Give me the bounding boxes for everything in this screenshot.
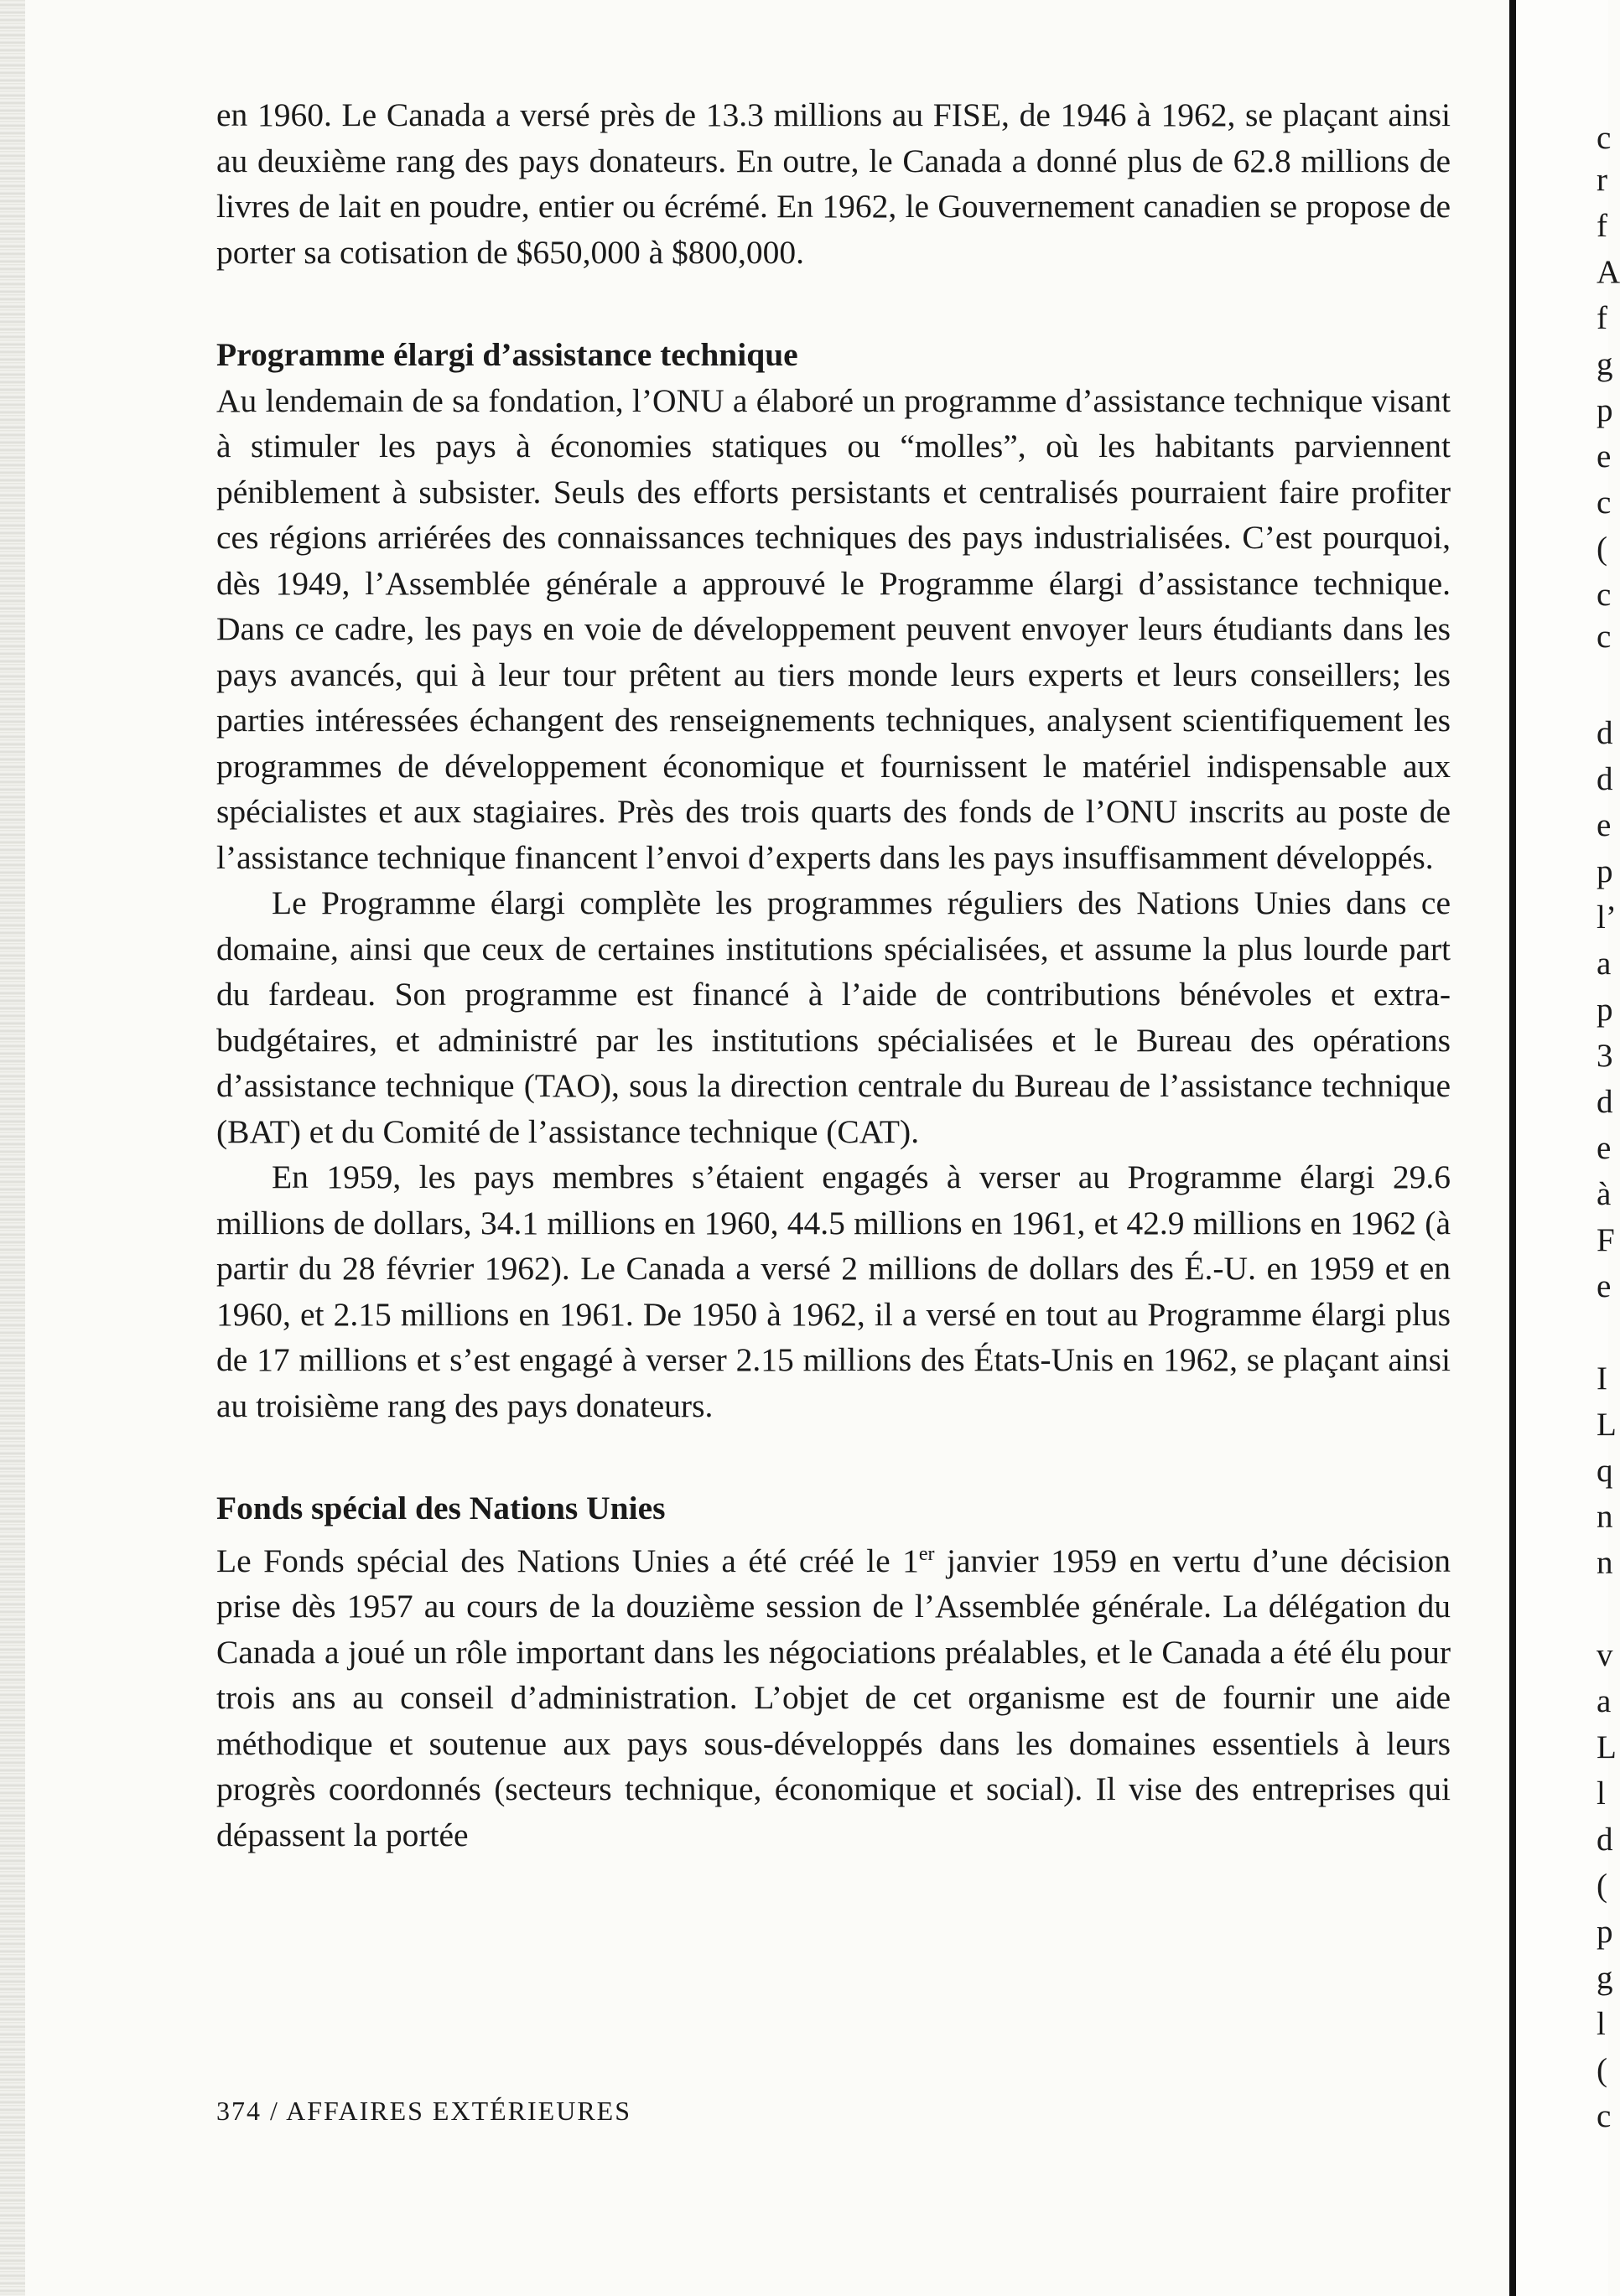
adjacent-page-fragment: f — [1597, 300, 1607, 336]
adjacent-page-fragment: n — [1597, 1499, 1613, 1535]
adjacent-page-fragment: f — [1597, 208, 1607, 244]
adjacent-page-fragment: p — [1597, 853, 1613, 889]
adjacent-page-fragment: d — [1597, 761, 1613, 797]
adjacent-page-fragment: a — [1597, 1683, 1612, 1719]
adjacent-page-fragment: ( — [1597, 2052, 1607, 2088]
adjacent-page-fragment: q — [1597, 1453, 1613, 1489]
adjacent-page-fragment: l — [1597, 2006, 1606, 2042]
adjacent-page-fragment: r — [1597, 162, 1607, 198]
adjacent-page-fragment: c — [1597, 2098, 1612, 2134]
adjacent-page-fragment: a — [1597, 946, 1612, 982]
adjacent-page-fragment: L — [1597, 1407, 1617, 1443]
adjacent-page-fragment: c — [1597, 485, 1612, 521]
adjacent-page-fragment: p — [1597, 392, 1613, 428]
adjacent-page-fragment: F — [1597, 1222, 1615, 1258]
adjacent-page-fragment: c — [1597, 577, 1612, 613]
adjacent-page-fragment: n — [1597, 1545, 1613, 1581]
superscript: er — [918, 1542, 935, 1565]
adjacent-page-fragment: g — [1597, 346, 1613, 382]
adjacent-page-fragment: d — [1597, 1084, 1613, 1120]
adjacent-page-fragment: g — [1597, 1960, 1613, 1996]
paragraph-programme-elargi-3: En 1959, les pays membres s’étaient engagés à verser au Programme élargi 29.6 millions de dollars, 34.1 millions en 1960, 44.5 millions en 1961, et 42.9 millions en 1962 (à partir du 28 février 1962). Le Canada a versé 2 millions de dollars des É.-U. en 1959 et en 1960, et 2.15 millions en 1961. De 1950 à 1962, il a versé en tout au Programme élargi plus de 17 millions et s’est engagé à verser 2.15 millions des États-Unis en 1962, se plaçant ainsi au troisième rang des pays donateurs. — [216, 1158, 1451, 1424]
heading-programme-elargi: Programme élargi d’assistance technique — [216, 336, 798, 373]
scan-left-edge — [0, 0, 25, 2296]
adjacent-page-fragment: p — [1597, 992, 1613, 1028]
paragraph-programme-elargi-2: Le Programme élargi complète les programmes réguliers des Nations Unies dans ce domaine, ainsi que ceux de certaines institutions spécialisées, et assume la plus lourde part du fardeau. Son programme est financé à l’aide de contributions bénévoles et extra-budgétaires, et administré par les institutions spécialisées et le Bureau des opérations d’assistance technique (TAO), sous la direction centrale du Bureau de l’assistance technique (BAT) et du Comité de l’assistance technique (CAT). — [216, 884, 1451, 1150]
adjacent-page-fragment: A — [1597, 254, 1620, 290]
page-gutter — [1509, 0, 1516, 2296]
paragraph-programme-elargi-1: Au lendemain de sa fondation, l’ONU a élaboré un programme d’assistance technique visant à stimuler les pays à économies statiques ou “molles”, où les habitants parviennent péniblement à subsister. Seuls des efforts persistants et centralisés pourraient faire profiter ces régions arriérées des connaissances techniques des pays industrialisées. C’est pourquoi, dès 1949, l’Assemblée générale a approuvé le Programme élargi d’assistance technique. Dans ce cadre, les pays en voie de développement peuvent envoyer leurs étudiants dans les pays avancés, qui à leur tour prêtent au tiers monde leurs experts et leurs conseillers; les parties intéressées échangent des renseignements techniques, analysent scientifiquement les programmes de développement économique et fournissent le matériel indispensable aux spécialistes et aux stagiaires. Près des trois quarts des fonds de l’ONU inscrits au poste de l’assistance technique financent l’envoi d’experts dans les pays insuffisamment développés. — [216, 381, 1451, 876]
adjacent-page-fragment: c — [1597, 619, 1612, 655]
text-fragment: Le Fonds spécial des Nations Unies a été créé le 1 — [216, 1542, 919, 1579]
adjacent-page-fragment: e — [1597, 438, 1612, 474]
adjacent-page-fragment: d — [1597, 1822, 1613, 1858]
adjacent-page-fragment: 3 — [1597, 1038, 1613, 1074]
adjacent-page-fragment: l — [1597, 1775, 1606, 1811]
adjacent-page-fragment: ( — [1597, 1868, 1607, 1904]
adjacent-page-edge — [1516, 0, 1620, 2296]
page-body — [216, 92, 1451, 1858]
adjacent-page-fragment: ( — [1597, 531, 1607, 567]
adjacent-page-fragment: à — [1597, 1176, 1612, 1212]
heading-fonds-special: Fonds spécial des Nations Unies — [216, 1490, 666, 1526]
page-footer: 374 / AFFAIRES EXTÉRIEURES — [216, 2096, 631, 2126]
paragraph-fise: en 1960. Le Canada a versé près de 13.3 millions au FISE, de 1946 à 1962, se plaçant ainsi au deuxième rang des pays donateurs. En outre, le Canada a donné plus de 62.8 millions de livres de lait en poudre, entier ou écrémé. En 1962, le Gouvernement canadien se propose de porter sa cotisation de $650,000 à $800,000. — [216, 96, 1451, 271]
adjacent-page-fragment: c — [1597, 120, 1612, 156]
adjacent-page-fragment: e — [1597, 1130, 1612, 1166]
adjacent-page-fragment: v — [1597, 1637, 1613, 1673]
paragraph-fonds-special — [216, 1532, 1451, 1858]
adjacent-page-fragment: d — [1597, 715, 1613, 751]
adjacent-page-fragment: L — [1597, 1729, 1617, 1765]
text-fragment: janvier 1959 en vertu d’une décision prise dès 1957 au cours de la douzième session de l’Assemblée générale. La délégation du Canada a joué un rôle important dans les négociations préalables, et le Canada a été élu pour trois ans au conseil d’administration. L’objet de cet organisme est de fournir une aide méthodique et soutenue aux pays sous-développés dans les domaines essentiels à leurs progrès coordonnés (secteurs technique, économique et social). Il vise des entreprises qui dépassent la portée — [216, 1542, 1451, 1853]
adjacent-page-fragment: p — [1597, 1914, 1613, 1950]
adjacent-page-fragment: l’ — [1597, 899, 1617, 936]
adjacent-page-fragment: e — [1597, 807, 1612, 843]
adjacent-page-fragment: e — [1597, 1268, 1612, 1304]
adjacent-page-fragment: I — [1597, 1360, 1607, 1397]
